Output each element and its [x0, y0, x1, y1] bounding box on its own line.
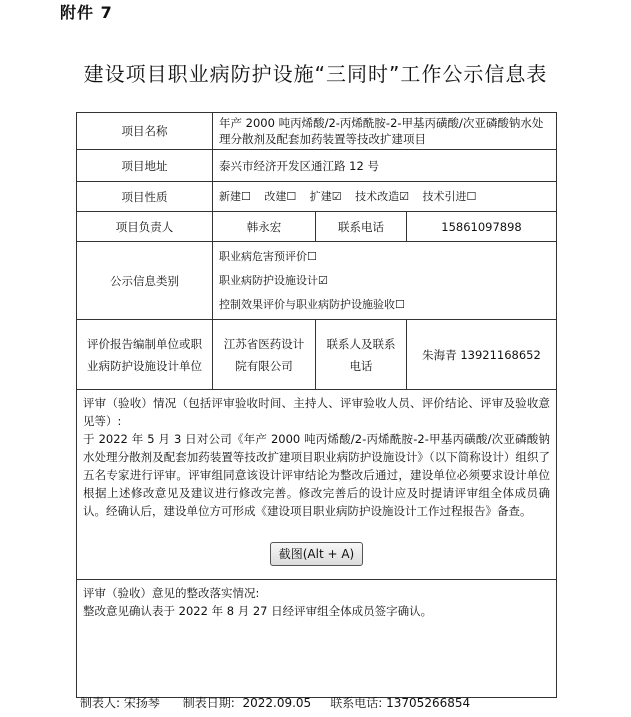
maker-label: 制表人: [80, 696, 121, 710]
rectification-heading: 评审（验收）意见的整改落实情况: [83, 586, 260, 600]
page-title: 建设项目职业病防护设施“三同时”工作公示信息表 [83, 62, 548, 86]
project-address-value: 泰兴市经济开发区通江路 12 号 [213, 150, 557, 182]
row-report-unit [77, 320, 557, 390]
footer-phone-label: 联系电话: [330, 696, 383, 710]
row-project-nature [77, 182, 557, 212]
row-project-leader [77, 212, 557, 242]
info-option-facility-design[interactable]: 职业病防护设施设计☑ [219, 273, 328, 287]
review-heading: 评审（验收）情况（包括评审验收时间、主持人、评审验收人员、评价结论、评审及验收意见等）: [83, 396, 550, 428]
nature-option-rebuild[interactable]: 改建☐ [264, 189, 297, 203]
contact-label: 联系人及联系电话 [316, 320, 407, 390]
info-option-control-acceptance[interactable]: 控制效果评价与职业病防护设施验收☐ [219, 297, 405, 311]
row-project-address [77, 150, 557, 182]
date-label: 制表日期: [182, 696, 235, 710]
project-leader-name: 韩永宏 [213, 212, 316, 242]
leader-phone-value: 15861097898 [407, 212, 557, 242]
project-nature-options [213, 182, 557, 212]
public-info-options [213, 242, 557, 320]
nature-option-tech-import[interactable]: 技术引进☐ [422, 189, 477, 203]
date-value: 2022.09.05 [242, 696, 312, 710]
screenshot-button[interactable]: 截图(Alt + A) [270, 542, 364, 566]
project-address-label: 项目地址 [77, 150, 213, 182]
nature-option-tech-upgrade[interactable]: 技术改造☑ [355, 189, 409, 203]
project-name-label: 项目名称 [77, 113, 213, 150]
row-rectification [77, 580, 557, 698]
project-leader-label: 项目负责人 [77, 212, 213, 242]
nature-option-expand[interactable]: 扩建☑ [309, 189, 342, 203]
maker-name: 宋扬琴 [123, 696, 160, 710]
nature-option-new[interactable]: 新建☐ [219, 189, 251, 203]
rectification-section [77, 580, 557, 698]
info-option-pre-evaluation[interactable]: 职业病危害预评价☐ [219, 249, 317, 263]
attachment-label: 附件 7 [60, 3, 113, 22]
public-info-label: 公示信息类别 [77, 242, 213, 320]
project-name-value: 年产 2000 吨丙烯酸/2-丙烯酰胺-2-甲基丙磺酸/次亚磷酸钠水处理分散剂及配套加药装置等技改扩建项目 [213, 113, 557, 150]
review-body: 于 2022 年 5 月 3 日对公司《年产 2000 吨丙烯酸/2-丙烯酰胺-2-甲基丙磺酸/次亚磷酸钠水处理分散剂及配套加药装置等技改扩建项目职业病防护设施设计》（以下简称设计）组织了五名专家进行评审。评审组同意该设计评审结论为整改后通过，建设单位必须要求设计单位根据上述修改意见及建议进行修改完善。修改完善后的设计应及时提请评审组全体成员确认。经确认后，建设单位方可形成《建设项目职业病防护设施设计工作过程报告》备查。 [83, 432, 550, 518]
info-table [76, 112, 557, 698]
rectification-body: 整改意见确认表于 2022 年 8 月 27 日经评审组全体成员签字确认。 [83, 604, 433, 618]
footer [80, 694, 470, 711]
row-public-info [77, 242, 557, 320]
report-unit-value: 江苏省医药设计院有限公司 [213, 320, 316, 390]
footer-phone-value: 13705266854 [386, 696, 471, 710]
contact-value: 朱海青 13921168652 [407, 320, 557, 390]
row-review [77, 390, 557, 580]
leader-phone-label: 联系电话 [316, 212, 407, 242]
review-section [77, 390, 557, 580]
row-project-name [77, 113, 557, 150]
project-nature-label: 项目性质 [77, 182, 213, 212]
report-unit-label: 评价报告编制单位或职业病防护设施设计单位 [77, 320, 213, 390]
